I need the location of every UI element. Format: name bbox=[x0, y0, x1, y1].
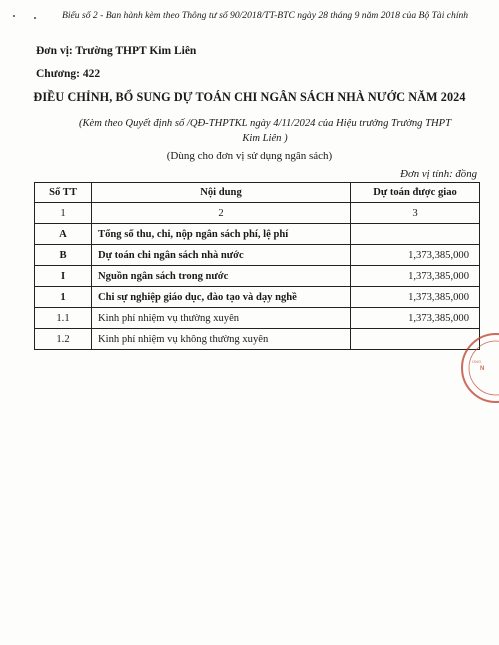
table-row bbox=[35, 266, 480, 287]
row-description: Chi sự nghiệp giáo dục, đào tạo và dạy nghề bbox=[92, 287, 351, 308]
currency-unit: Đơn vị tính: đồng bbox=[400, 168, 477, 180]
row-value: 1,373,385,000 bbox=[351, 287, 480, 308]
table-row bbox=[35, 308, 480, 329]
table-row bbox=[35, 287, 480, 308]
official-seal bbox=[458, 328, 499, 408]
header-note: Biểu số 2 - Ban hành kèm theo Thông tư số 90/2018/TT-BTC ngày 28 tháng 9 năm 2018 của Bộ Tài chính bbox=[62, 10, 469, 21]
row-value bbox=[351, 224, 480, 245]
row-description: Kinh phí nhiệm vụ không thường xuyên bbox=[92, 329, 351, 350]
row-number: 1.2 bbox=[35, 329, 92, 350]
usage-note: (Dùng cho đơn vị sử dụng ngân sách) bbox=[166, 150, 333, 162]
main-title: ĐIỀU CHỈNH, BỔ SUNG DỰ TOÁN CHI NGÂN SÁCH NHÀ NƯỚC NĂM 2024 bbox=[33, 90, 466, 104]
table-index-row bbox=[35, 203, 480, 224]
row-number: B bbox=[35, 245, 92, 266]
chapter-line: Chương: 422 bbox=[36, 68, 101, 80]
row-number: 1.1 bbox=[35, 308, 92, 329]
table-row bbox=[35, 245, 480, 266]
scan-speck bbox=[13, 15, 15, 17]
table-row bbox=[35, 329, 480, 350]
svg-text:ONG: ONG bbox=[472, 359, 482, 364]
decision-note: (Kèm theo Quyết định số /QĐ-THPTKL ngày 4/11/2024 của Hiệu trưởng Trường THPT Kim Liên ) bbox=[78, 118, 452, 144]
row-description: Nguồn ngân sách trong nước bbox=[92, 266, 351, 287]
row-number: A bbox=[35, 224, 92, 245]
scan-speck bbox=[34, 17, 36, 19]
header-cell-budget: Dự toán được giao bbox=[351, 183, 480, 203]
header-cell-no: Số TT bbox=[35, 183, 92, 203]
header-cell-content: Nội dung bbox=[92, 183, 351, 203]
row-value: 1,373,385,000 bbox=[351, 308, 480, 329]
row-description: Tổng số thu, chi, nộp ngân sách phí, lệ phí bbox=[92, 224, 351, 245]
budget-table bbox=[34, 182, 480, 350]
row-value: 1,373,385,000 bbox=[351, 266, 480, 287]
row-number: I bbox=[35, 266, 92, 287]
index-cell: 1 bbox=[35, 203, 92, 224]
row-value: 1,373,385,000 bbox=[351, 245, 480, 266]
index-cell: 3 bbox=[351, 203, 480, 224]
row-description: Dự toán chi ngân sách nhà nước bbox=[92, 245, 351, 266]
unit-line: Đơn vị: Trường THPT Kim Liên bbox=[36, 45, 197, 57]
row-description: Kinh phí nhiệm vụ thường xuyên bbox=[92, 308, 351, 329]
table-header-row bbox=[35, 183, 480, 203]
svg-text:N: N bbox=[480, 366, 485, 372]
row-number: 1 bbox=[35, 287, 92, 308]
index-cell: 2 bbox=[92, 203, 351, 224]
seal-graphic bbox=[458, 328, 499, 408]
table-row bbox=[35, 224, 480, 245]
